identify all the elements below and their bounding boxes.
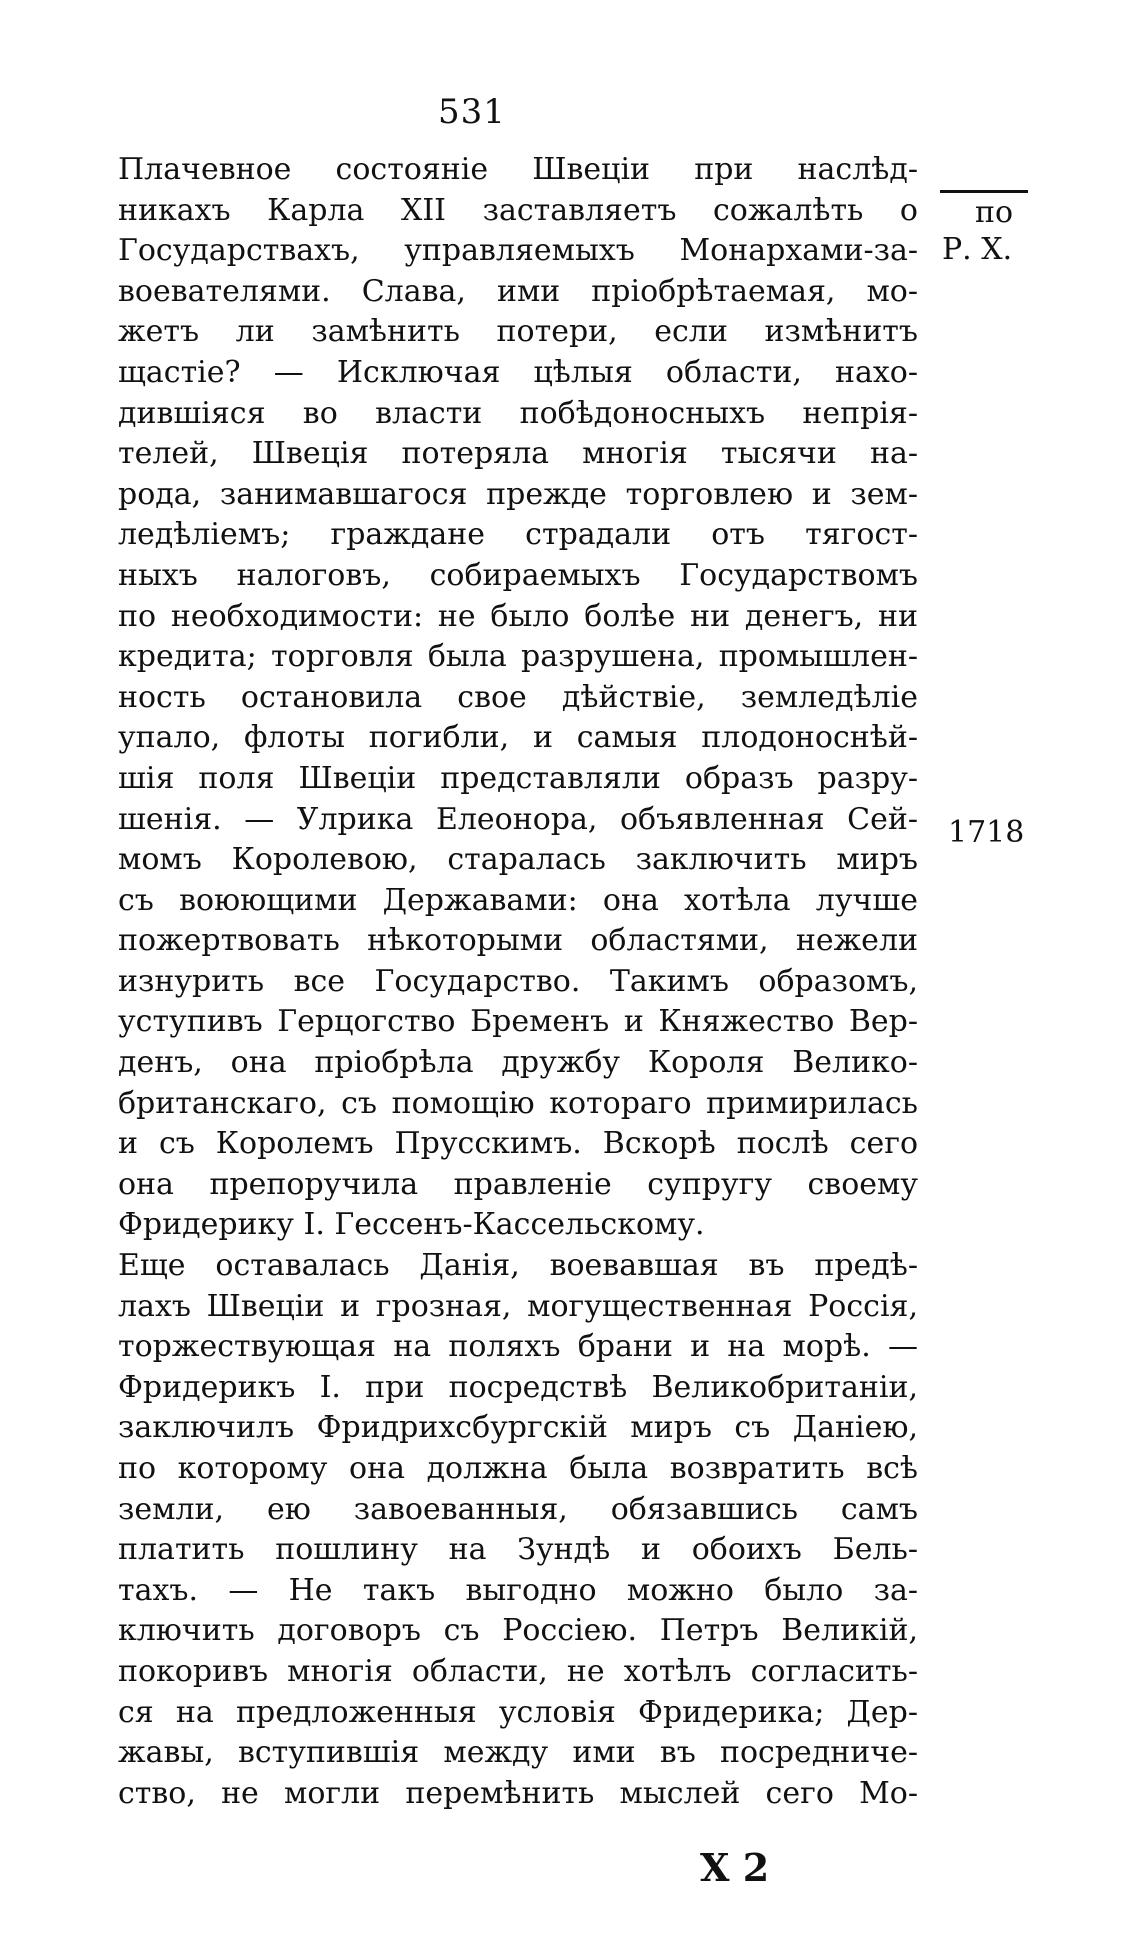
text-line: тахъ. — Не такъ выгодно можно было за- <box>118 1572 918 1608</box>
text-line: съ воюющими Державами: она хотѣла лучше <box>118 882 918 918</box>
text-line: пожертвовать нѣкоторыми областями, нежели <box>118 923 918 959</box>
text-line: Фридерику I. Гессенъ-Кассельскому. <box>118 1207 705 1243</box>
text-line: ныхъ налоговъ, собираемыхъ Государствомъ <box>118 557 918 593</box>
text-line: земли, ею завоеванныя, обязавшись самъ <box>118 1491 918 1527</box>
text-line: никахъ Карла XII заставляетъ сожалѣть о <box>118 192 918 228</box>
text-line: и съ Королемъ Прусскимъ. Вскорѣ послѣ сего <box>118 1126 918 1162</box>
text-line: торжествующая на поляхъ брани и на морѣ. — <box>118 1329 918 1365</box>
signature-mark: X 2 <box>700 1845 770 1890</box>
page-number: 531 <box>438 92 506 132</box>
text-line: британскаго, съ помощію котораго примирилась <box>118 1085 918 1121</box>
text-line: дившіяся во власти побѣдоносныхъ непрія- <box>118 395 918 431</box>
text-line: ключить договоръ съ Россіею. Петръ Великій, <box>118 1613 918 1649</box>
margin-era-line-2: Р. Х. <box>942 232 1013 267</box>
text-line: жавы, вступившія между ими въ посредниче- <box>118 1735 918 1771</box>
text-line: изнурить все Государство. Такимъ образомъ, <box>118 963 918 999</box>
margin-era-line-1: по <box>975 195 1014 230</box>
body-text <box>118 150 918 1814</box>
text-line: шія поля Швеціи представляли образъ разру- <box>118 760 918 796</box>
text-line: ность остановила свое дѣйствіе, земледѣліе <box>118 679 918 715</box>
text-line: Государствахъ, управляемыхъ Монархами-за- <box>118 233 918 269</box>
text-line: упало, флоты погибли, и самыя плодоноснѣй- <box>118 720 918 756</box>
text-line: покоривъ многія области, не хотѣлъ согласить- <box>118 1653 918 1689</box>
text-line: заключилъ Фридрихсбургскій миръ съ Даніею, <box>118 1410 918 1446</box>
text-line: денъ, она пріобрѣла дружбу Короля Велико- <box>118 1045 918 1081</box>
text-line: платить пошлину на Зундѣ и обоихъ Бель- <box>118 1532 918 1568</box>
text-line: Плачевное состояніе Швеціи при наслѣд- <box>118 152 918 187</box>
text-line: по которому она должна была возвратить всѣ <box>118 1451 918 1486</box>
text-line: телей, Швеція потеряла многія тысячи на- <box>118 436 918 472</box>
text-line: Фридерикъ I. при посредствѣ Великобританіи, <box>118 1369 918 1405</box>
text-line: жетъ ли замѣнить потери, если измѣнитъ <box>118 314 918 350</box>
text-line: шенія. — Улрика Елеонора, объявленная Сей- <box>118 801 918 837</box>
text-line: ся на предложенныя условія Фридерика; Дер- <box>118 1694 918 1730</box>
text-line: Еще оставалась Данія, воевавшая въ предѣ- <box>118 1248 918 1284</box>
text-line: она препоручила правленіе супругу своему <box>118 1166 918 1202</box>
text-line: по необходимости: не было болѣе ни денегъ, ни <box>118 598 918 634</box>
text-line: рода, занимавшагося прежде торговлею и зем- <box>118 476 918 512</box>
text-line: момъ Королевою, старалась заключить миръ <box>118 842 918 878</box>
text-line: уступивъ Герцогство Бременъ и Княжество Вер- <box>118 1004 918 1040</box>
text-line: ледѣліемъ; граждане страдали отъ тягост- <box>118 517 918 553</box>
text-line: ство, не могли перемѣнить мыслей сего Мо- <box>118 1775 918 1811</box>
text-line: воевателями. Слава, ими пріобрѣтаемая, мо- <box>118 273 918 309</box>
text-line: щастіе? — Исключая цѣлыя области, нахо- <box>118 354 918 390</box>
text-line: лахъ Швеціи и грозная, могущественная Россія, <box>118 1288 918 1324</box>
margin-year: 1718 <box>948 815 1025 850</box>
text-line: кредита; торговля была разрушена, промышлен- <box>118 639 918 675</box>
margin-rule <box>940 190 1028 193</box>
